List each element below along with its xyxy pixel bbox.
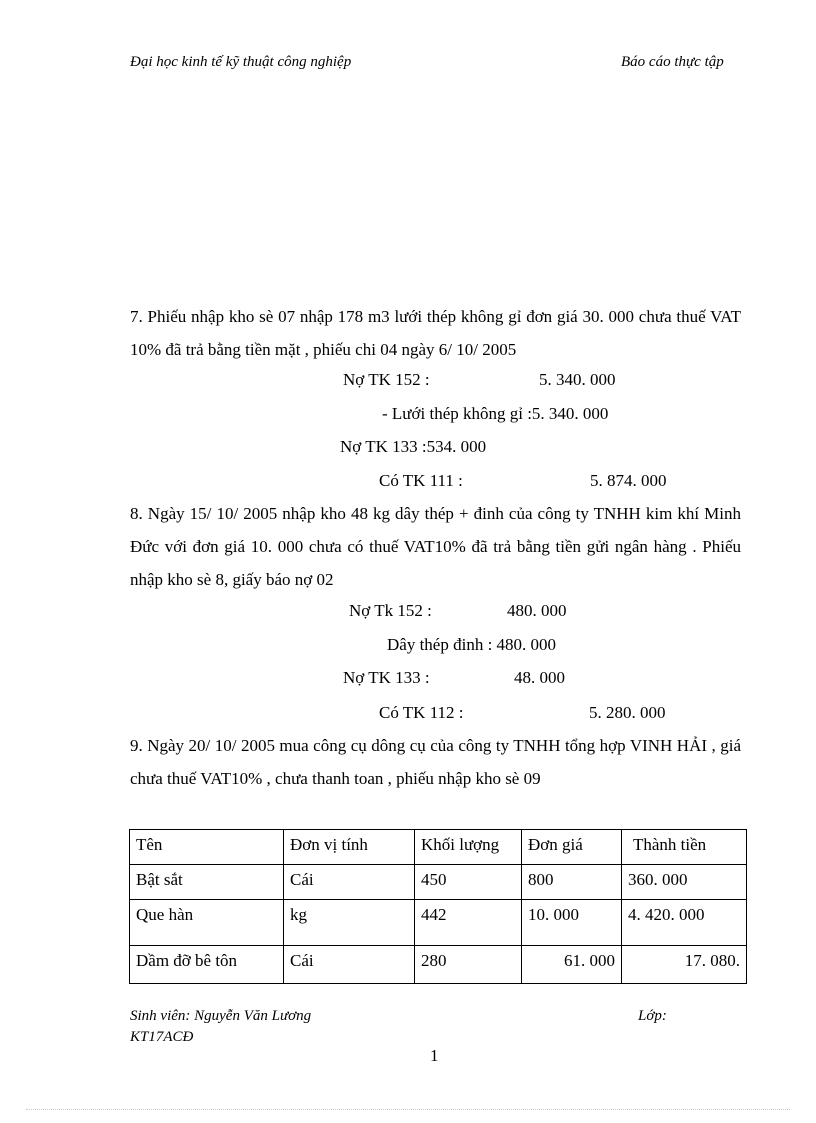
cell-name: Dầm đỡ bê tôn (130, 946, 284, 984)
cell-unit: Cái (284, 946, 415, 984)
cell-quantity: 442 (415, 900, 522, 946)
entry-7-debit-152-value: 5. 340. 000 (539, 370, 616, 389)
entry-8-debit-152-label: Nợ Tk 152 : (349, 601, 432, 620)
entry-8-credit-112-label: Có TK 112 : (379, 703, 464, 722)
entry-7-text: 7. Phiếu nhập kho sè 07 nhập 178 m3 lưới thép không gỉ đơn giá 30. 000 chưa thuế VAT 10% đã trả bằng tiền mặt , phiếu chi 04 ngày 6/ 10/ 2005 (130, 307, 741, 359)
header-report-title: Báo cáo thực tập (621, 54, 724, 70)
header-unit-price: Đơn giá (522, 830, 622, 865)
footer-class-code: KT17ACĐ (130, 1029, 194, 1045)
cell-amount: 360. 000 (622, 865, 747, 900)
entry-8-credit-112-value: 5. 280. 000 (589, 703, 666, 722)
entry-8-debit-133-label: Nợ TK 133 : (343, 668, 430, 687)
cell-amount: 17. 080. (622, 946, 747, 984)
entry-9-text: 9. Ngày 20/ 10/ 2005 mua công cụ dông cụ của công ty TNHH tổng hợp VINH HẢI , giá chưa thuế VAT10% , chưa thanh toan , phiếu nhập kho sè 09 (130, 736, 741, 788)
goods-table (129, 829, 747, 984)
cell-unit-price: 61. 000 (522, 946, 622, 984)
footer-student: Sinh viên: Nguyễn Văn Lương (130, 1008, 312, 1024)
entry-8-text: 8. Ngày 15/ 10/ 2005 nhập kho 48 kg dây thép + đinh của công ty TNHH kim khí Minh Đức với đơn giá 10. 000 chưa có thuế VAT10% đã trả bằng tiền gửi ngân hàng . Phiếu nhập kho sè 8, giấy báo nợ 02 (130, 504, 741, 589)
entry-7-debit-152-label: Nợ TK 152 : (343, 370, 430, 389)
cell-name: Que hàn (130, 900, 284, 946)
cell-quantity: 280 (415, 946, 522, 984)
header-name: Tên (130, 830, 284, 865)
entry-8-debit-133-value: 48. 000 (514, 668, 565, 687)
page-bottom-divider (26, 1109, 790, 1110)
entry-7-credit-111-value: 5. 874. 000 (590, 471, 667, 490)
cell-unit: kg (284, 900, 415, 946)
table-row (130, 900, 747, 946)
cell-name: Bật sắt (130, 865, 284, 900)
entry-7-sub-item: - Lưới thép không gỉ :5. 340. 000 (382, 404, 609, 423)
header-quantity: Khối lượng (415, 830, 522, 865)
cell-unit-price: 10. 000 (522, 900, 622, 946)
entry-8-debit-152-value: 480. 000 (507, 601, 567, 620)
page-number: 1 (430, 1046, 439, 1065)
header-amount: Thành tiền (622, 830, 747, 865)
cell-unit: Cái (284, 865, 415, 900)
entry-7-credit-111-label: Có TK 111 : (379, 471, 463, 490)
table-row (130, 865, 747, 900)
table-header-row (130, 830, 747, 865)
cell-unit-price: 800 (522, 865, 622, 900)
entry-7-debit-133: Nợ TK 133 :534. 000 (340, 437, 487, 456)
table-row (130, 946, 747, 984)
header-school: Đại học kinh tế kỹ thuật công nghiệp (130, 54, 352, 70)
cell-amount: 4. 420. 000 (622, 900, 747, 946)
entry-8-sub-item: Dây thép đinh : 480. 000 (387, 635, 557, 654)
footer-class-label: Lớp: (638, 1008, 667, 1024)
cell-quantity: 450 (415, 865, 522, 900)
header-unit: Đơn vị tính (284, 830, 415, 865)
